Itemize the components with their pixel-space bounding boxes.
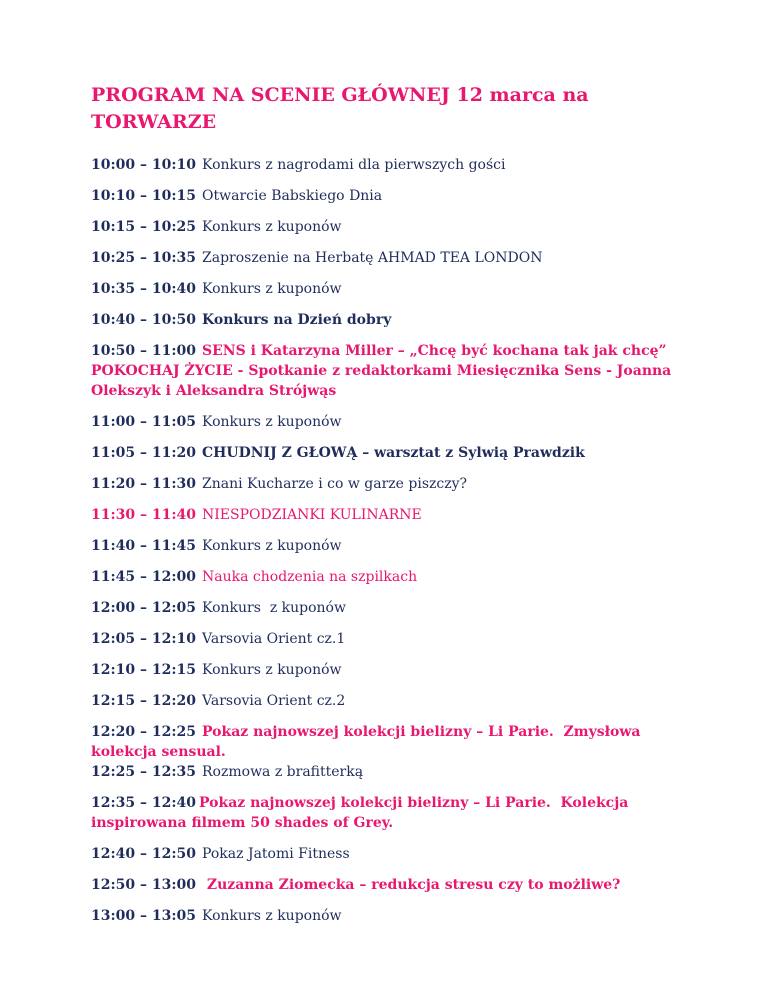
entry-text: Zuzanna Ziomecka – redukcja stresu czy to możliwe? <box>202 877 621 893</box>
entry-text: Zaproszenie na Herbatę AHMAD TEA LONDON <box>202 250 543 266</box>
entry-time: 10:40 – 10:50 <box>91 312 197 328</box>
entry-time: 13:00 – 13:05 <box>91 908 197 924</box>
entry-text: Konkurs z kuponów <box>202 908 342 924</box>
schedule-entry <box>91 443 691 463</box>
entry-time: 11:30 – 11:40 <box>91 507 197 523</box>
entry-text: Konkurs z kuponów <box>202 600 346 616</box>
entry-time: 12:10 – 12:15 <box>91 662 197 678</box>
schedule-entry <box>91 341 691 401</box>
entry-text: Varsovia Orient cz.1 <box>202 631 346 647</box>
entry-text: Otwarcie Babskiego Dnia <box>202 188 383 204</box>
entry-time: 12:50 – 13:00 <box>91 877 197 893</box>
schedule-entry <box>91 248 691 268</box>
entry-time: 11:45 – 12:00 <box>91 569 197 585</box>
entry-text: Pokaz najnowszej kolekcji bielizny – Li Parie. Zmysłowa kolekcja sensual. <box>91 724 646 760</box>
entry-text: Varsovia Orient cz.2 <box>202 693 346 709</box>
schedule-entry <box>91 629 691 649</box>
entry-time: 12:15 – 12:20 <box>91 693 197 709</box>
page-title: PROGRAM NA SCENIE GŁÓWNEJ 12 marca na TORWARZE <box>91 84 589 133</box>
schedule-entry <box>91 155 691 175</box>
entry-text: Konkurs z kuponów <box>202 538 342 554</box>
entry-time: 12:40 – 12:50 <box>91 846 197 862</box>
schedule-entry <box>91 762 691 782</box>
schedule-entry <box>91 844 691 864</box>
entry-text: Konkurs z kuponów <box>202 662 342 678</box>
schedule-entry <box>91 793 691 833</box>
entry-time: 11:20 – 11:30 <box>91 476 197 492</box>
entry-time: 11:40 – 11:45 <box>91 538 197 554</box>
entry-text: SENS i Katarzyna Miller – „Chcę być kochana tak jak chcę” POKOCHAJ ŻYCIE - Spotkanie z redaktorkami Miesięcznika Sens - Joanna Olekszyk i Aleksandra Strójwąs <box>91 343 672 399</box>
schedule-entry <box>91 875 691 895</box>
schedule-entry <box>91 567 691 587</box>
entry-time: 12:00 – 12:05 <box>91 600 197 616</box>
entry-text: Konkurs z kuponów <box>202 281 342 297</box>
schedule-entry <box>91 598 691 618</box>
entry-text: Konkurs z nagrodami dla pierwszych gości <box>202 157 506 173</box>
entry-time: 12:35 – 12:40 <box>91 795 197 811</box>
schedule-entry <box>91 660 691 680</box>
schedule-entry <box>91 217 691 237</box>
schedule-entry <box>91 906 691 926</box>
entry-time: 10:15 – 10:25 <box>91 219 197 235</box>
schedule-entry <box>91 474 691 494</box>
entry-time: 12:20 – 12:25 <box>91 724 197 740</box>
entry-time: 10:35 – 10:40 <box>91 281 197 297</box>
schedule-entry <box>91 279 691 299</box>
entry-text: NIESPODZIANKI KULINARNE <box>202 507 422 523</box>
entry-time: 12:25 – 12:35 <box>91 764 197 780</box>
entry-time: 11:05 – 11:20 <box>91 445 197 461</box>
entry-text: Pokaz Jatomi Fitness <box>202 846 350 862</box>
entry-text: Rozmowa z brafitterką <box>202 764 364 780</box>
entry-text: Konkurs na Dzień dobry <box>202 312 392 328</box>
document-page <box>91 82 691 937</box>
entry-text: Konkurs z kuponów <box>202 414 342 430</box>
entry-text: Znani Kucharze i co w garze piszczy? <box>202 476 468 492</box>
entry-time: 10:50 – 11:00 <box>91 343 197 359</box>
schedule-entry <box>91 412 691 432</box>
entry-text: CHUDNIJ Z GŁOWĄ – warsztat z Sylwią Prawdzik <box>202 445 585 461</box>
schedule-entry <box>91 536 691 556</box>
schedule-entry <box>91 691 691 711</box>
entry-time: 10:10 – 10:15 <box>91 188 197 204</box>
entry-time: 12:05 – 12:10 <box>91 631 197 647</box>
entry-text: Pokaz najnowszej kolekcji bielizny – Li Parie. Kolekcja inspirowana filmem 50 shades of Grey. <box>91 795 634 831</box>
entry-time: 11:00 – 11:05 <box>91 414 197 430</box>
schedule-entry <box>91 310 691 330</box>
schedule-entry <box>91 186 691 206</box>
schedule-entry <box>91 505 691 525</box>
entry-text: Nauka chodzenia na szpilkach <box>202 569 418 585</box>
entry-time: 10:00 – 10:10 <box>91 157 197 173</box>
entry-time: 10:25 – 10:35 <box>91 250 197 266</box>
entry-text: Konkurs z kuponów <box>202 219 342 235</box>
schedule-entry <box>91 722 691 762</box>
